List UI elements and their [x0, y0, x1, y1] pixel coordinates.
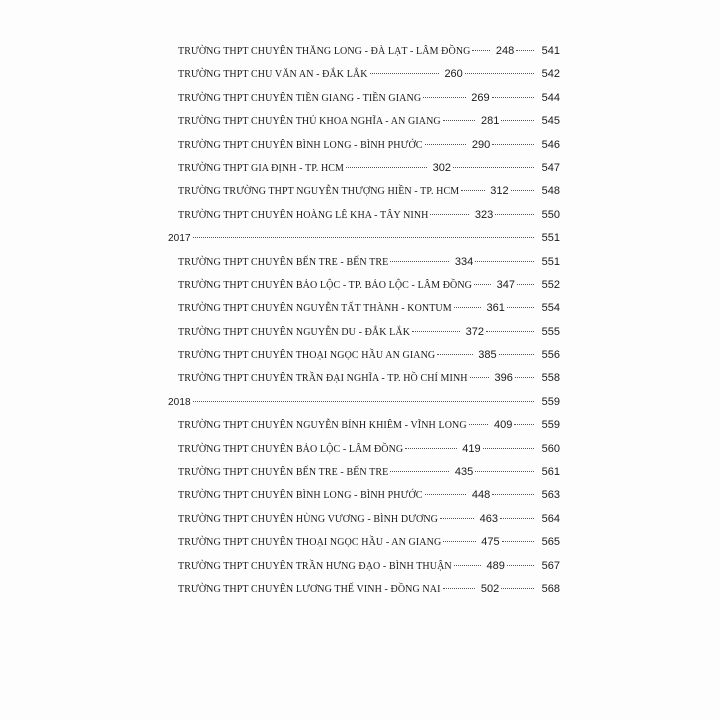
toc-entry[interactable] [168, 484, 560, 507]
dot-leader [475, 261, 534, 262]
dot-leader [443, 120, 476, 121]
toc-solution-page: 558 [541, 372, 561, 385]
dot-leader [474, 284, 491, 285]
toc-entry-title: TRƯỜNG THPT CHUYÊN THĂNG LONG - ĐÀ LẠT - LÂM ĐỒNG [178, 46, 471, 57]
dot-leader [193, 401, 534, 402]
dot-leader [405, 448, 456, 449]
toc-solution-page: 563 [541, 489, 560, 502]
toc-problem-page: 312 [490, 185, 509, 198]
dot-leader [501, 588, 534, 589]
toc-solution-page: 545 [541, 115, 560, 128]
dot-leader [440, 518, 474, 519]
toc-entry-title: TRƯỜNG THPT CHUYÊN THỦ KHOA NGHĨA - AN GIANG [178, 116, 441, 128]
toc-entry-title: TRƯỜNG THPT CHUYÊN TIỀN GIANG - TIỀN GIANG [178, 92, 422, 104]
dot-leader [515, 377, 534, 378]
dot-leader [454, 307, 481, 308]
toc-year-label: 2017 [168, 233, 191, 245]
toc-solution-page: 556 [541, 349, 560, 362]
toc-entry[interactable] [168, 555, 560, 578]
dot-leader [423, 97, 465, 98]
dot-leader [470, 377, 489, 378]
toc-solution-page: 555 [541, 325, 561, 338]
dot-leader [461, 190, 484, 191]
toc-solution-page: 552 [541, 278, 561, 291]
toc-entry[interactable] [168, 63, 560, 86]
toc-solution-page: 551 [541, 255, 561, 268]
dot-leader [437, 354, 472, 355]
toc-entry[interactable] [168, 508, 560, 531]
toc-problem-page: 323 [474, 208, 494, 221]
table-of-contents [168, 40, 560, 601]
dot-leader [492, 144, 534, 145]
toc-problem-page: 409 [493, 419, 513, 432]
toc-entry-title: TRƯỜNG THPT CHUYÊN BẢO LỘC - TP. BẢO LỘC - LÂM ĐỒNG [178, 279, 472, 291]
toc-solution-page: 550 [541, 208, 561, 221]
toc-problem-page: 435 [454, 466, 474, 479]
toc-entry-title: TRƯỜNG THPT CHUYÊN BẾN TRE - BẾN TRE [178, 256, 389, 268]
dot-leader [514, 424, 534, 425]
dot-leader [507, 307, 534, 308]
toc-entry-title: TRƯỜNG THPT CHUYÊN BÌNH LONG - BÌNH PHƯỚC [178, 490, 423, 502]
toc-entry-title: TRƯỜNG THPT CHUYÊN HOÀNG LÊ KHA - TÂY NINH [178, 209, 429, 221]
toc-entry[interactable] [168, 180, 560, 203]
toc-solution-page: 560 [541, 442, 561, 455]
toc-entry[interactable] [168, 251, 560, 274]
toc-problem-page: 269 [471, 91, 490, 104]
toc-problem-page: 347 [496, 278, 515, 291]
dot-leader [430, 214, 469, 215]
toc-problem-page: 463 [479, 512, 498, 525]
dot-leader [501, 120, 534, 121]
dot-leader [443, 541, 475, 542]
dot-leader [390, 261, 449, 262]
dot-leader [502, 541, 534, 542]
toc-entry[interactable] [168, 110, 560, 133]
dot-leader [412, 331, 460, 332]
toc-problem-page: 385 [478, 349, 497, 362]
toc-problem-page: 248 [495, 45, 515, 57]
dot-leader [193, 237, 534, 238]
toc-problem-page: 396 [494, 372, 513, 385]
toc-entry[interactable] [168, 297, 560, 320]
toc-problem-page: 502 [480, 582, 500, 595]
toc-entry-title: TRƯỜNG TRƯỜNG THPT NGUYỄN THƯỢNG HIỀN - TP. HCM [178, 186, 460, 198]
toc-entry[interactable] [168, 40, 560, 63]
dot-leader [495, 214, 534, 215]
toc-entry-title: TRƯỜNG THPT CHUYÊN NGUYỄN BỈNH KHIÊM - VĨNH LONG [178, 420, 467, 432]
toc-year-heading[interactable] [168, 227, 560, 250]
toc-solution-page: 564 [541, 512, 561, 525]
toc-entry[interactable] [168, 461, 560, 484]
toc-problem-page: 260 [444, 68, 463, 81]
toc-problem-page: 489 [486, 559, 505, 572]
toc-entry-title: TRƯỜNG THPT CHUYÊN THOẠI NGỌC HẦU - AN GIANG [178, 537, 442, 549]
toc-entry-title: TRƯỜNG THPT CHUYÊN TRẦN HƯNG ĐẠO - BÌNH THUẬN [178, 560, 452, 572]
dot-leader [346, 167, 427, 168]
dot-leader [516, 50, 534, 51]
toc-entry-title: TRƯỜNG THPT CHUYÊN BÌNH LONG - BÌNH PHƯỚC [178, 139, 423, 151]
toc-entry[interactable] [168, 438, 560, 461]
toc-problem-page: 290 [471, 138, 491, 151]
toc-entry-title: TRƯỜNG THPT CHUYÊN LƯƠNG THẾ VINH - ĐỒNG NAI [178, 583, 441, 595]
dot-leader [500, 518, 534, 519]
toc-solution-page: 547 [541, 161, 560, 174]
toc-problem-page: 475 [481, 536, 500, 549]
toc-year-heading[interactable] [168, 391, 560, 414]
dot-leader [475, 471, 534, 472]
toc-problem-page: 419 [462, 442, 481, 455]
dot-leader [454, 565, 481, 566]
dot-leader [507, 565, 534, 566]
dot-leader [390, 471, 449, 472]
toc-solution-page: 559 [541, 419, 561, 432]
toc-entry[interactable] [168, 87, 560, 110]
toc-entry-title: TRƯỜNG THPT CHUYÊN BẾN TRE - BẾN TRE [178, 467, 389, 479]
dot-leader [465, 73, 534, 74]
toc-solution-page: 544 [541, 91, 560, 104]
dot-leader [511, 190, 534, 191]
toc-solution-page: 565 [541, 536, 560, 549]
toc-entry[interactable] [168, 414, 560, 437]
toc-solution-page: 567 [541, 559, 561, 572]
toc-problem-page: 372 [465, 325, 485, 338]
dot-leader [443, 588, 476, 589]
dot-leader [472, 50, 490, 51]
dot-leader [469, 424, 489, 425]
toc-entry-title: TRƯỜNG THPT GIA ĐỊNH - TP. HCM [178, 162, 345, 174]
toc-entry-title: TRƯỜNG THPT CHUYÊN HÙNG VƯƠNG - BÌNH DƯƠNG [178, 513, 438, 525]
toc-solution-page: 554 [541, 302, 561, 315]
toc-problem-page: 302 [432, 161, 452, 174]
toc-entry[interactable] [168, 157, 560, 180]
toc-entry[interactable] [168, 134, 560, 157]
toc-entry[interactable] [168, 578, 560, 601]
toc-entry-title: TRƯỜNG THPT CHUYÊN NGUYỄN DU - ĐẮK LẮK [178, 326, 411, 338]
dot-leader [499, 354, 534, 355]
toc-entry-title: TRƯỜNG THPT CHUYÊN TRẦN ĐẠI NGHĨA - TP. HỒ CHÍ MINH [178, 373, 468, 385]
toc-solution-page: 559 [541, 395, 560, 408]
toc-entry[interactable] [168, 204, 560, 227]
dot-leader [425, 144, 467, 145]
toc-entry-title: TRƯỜNG THPT CHUYÊN NGUYỄN TẤT THÀNH - KONTUM [178, 303, 452, 315]
toc-problem-page: 334 [454, 255, 474, 268]
toc-solution-page: 551 [541, 232, 560, 245]
toc-entry-title: TRƯỜNG THPT CHUYÊN THOẠI NGỌC HẦU AN GIANG [178, 350, 436, 362]
toc-entry-title: TRƯỜNG THPT CHUYÊN BẢO LỘC - LÂM ĐỒNG [178, 443, 404, 455]
dot-leader [486, 331, 534, 332]
dot-leader [425, 494, 467, 495]
toc-entry[interactable] [168, 367, 560, 390]
dot-leader [492, 494, 534, 495]
toc-entry[interactable] [168, 531, 560, 554]
toc-problem-page: 361 [486, 302, 505, 315]
toc-year-label: 2018 [168, 396, 191, 408]
toc-solution-page: 546 [541, 138, 560, 151]
toc-solution-page: 542 [541, 68, 561, 81]
dot-leader [492, 97, 534, 98]
dot-leader [517, 284, 534, 285]
toc-solution-page: 568 [541, 582, 561, 595]
toc-entry[interactable] [168, 274, 560, 297]
toc-solution-page: 541 [541, 45, 560, 57]
dot-leader [453, 167, 534, 168]
toc-problem-page: 281 [481, 115, 500, 128]
dot-leader [370, 73, 439, 74]
toc-solution-page: 548 [541, 185, 561, 198]
toc-problem-page: 448 [471, 489, 491, 502]
dot-leader [483, 448, 534, 449]
toc-entry[interactable] [168, 321, 560, 344]
toc-solution-page: 561 [541, 466, 561, 479]
toc-entry[interactable] [168, 344, 560, 367]
toc-entry-title: TRƯỜNG THPT CHU VĂN AN - ĐẮK LẮK [178, 69, 368, 81]
